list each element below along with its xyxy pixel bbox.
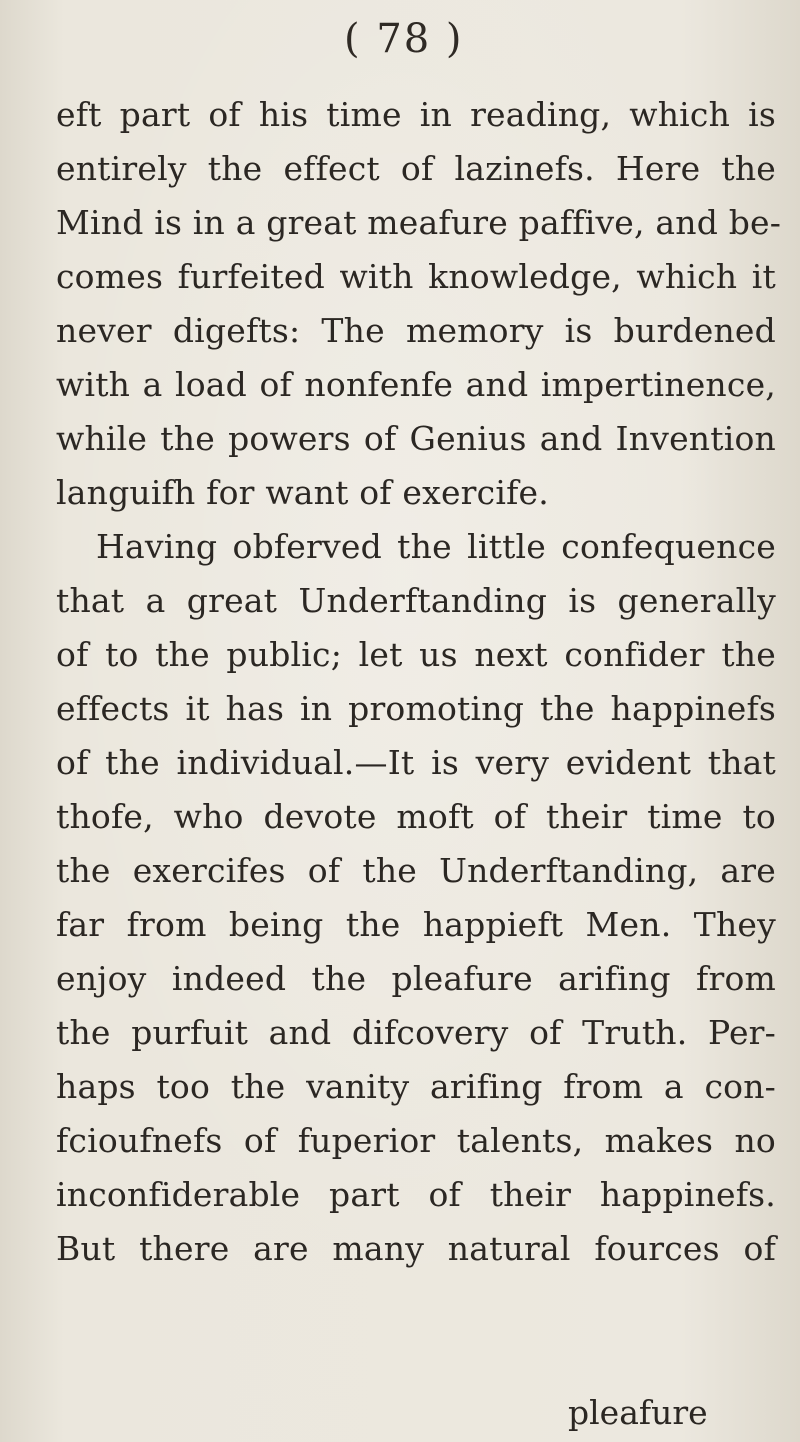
text-line: far from being the happieft Men. They — [56, 905, 776, 944]
text-line: of to the public; let us next confider the — [56, 635, 776, 674]
text-line: the exercifes of the Underftanding, are — [56, 851, 776, 890]
text-line: thofe, who devote moft of their time to — [56, 797, 776, 836]
text-line: comes furfeited with knowledge, which it — [56, 257, 776, 296]
text-line: But there are many natural fources of — [56, 1229, 776, 1268]
text-line: inconfiderable part of their happinefs. — [56, 1175, 776, 1214]
text-line: languifh for want of exercife. — [56, 473, 549, 512]
text-line: never digefts: The memory is burdened — [56, 311, 776, 350]
text-line: fcioufnefs of fuperior talents, makes no — [56, 1121, 776, 1160]
text-line: the purfuit and difcovery of Truth. Per- — [56, 1013, 776, 1052]
text-line: with a load of nonfenfe and impertinence, — [56, 365, 776, 404]
text-line: haps too the vanity arifing from a con- — [56, 1067, 776, 1106]
text-line: eft part of his time in reading, which is — [56, 95, 776, 134]
page-number: ( 78 ) — [344, 16, 464, 62]
text-line: enjoy indeed the pleafure arifing from — [56, 959, 776, 998]
text-line: while the powers of Genius and Invention — [56, 419, 776, 458]
text-line: Mind is in a great meafure paffive, and be- — [56, 203, 782, 242]
text-line: effects it has in promoting the happinefs — [56, 689, 776, 728]
paragraph-start-line: Having obferved the little confequence — [96, 527, 776, 566]
text-line: entirely the effect of lazinefs. Here the — [56, 149, 776, 188]
body-text — [56, 88, 782, 1276]
catchword: pleafure — [568, 1393, 708, 1432]
text-line: that a great Underftanding is generally — [56, 581, 776, 620]
text-line: of the individual.—It is very evident that — [56, 743, 776, 782]
